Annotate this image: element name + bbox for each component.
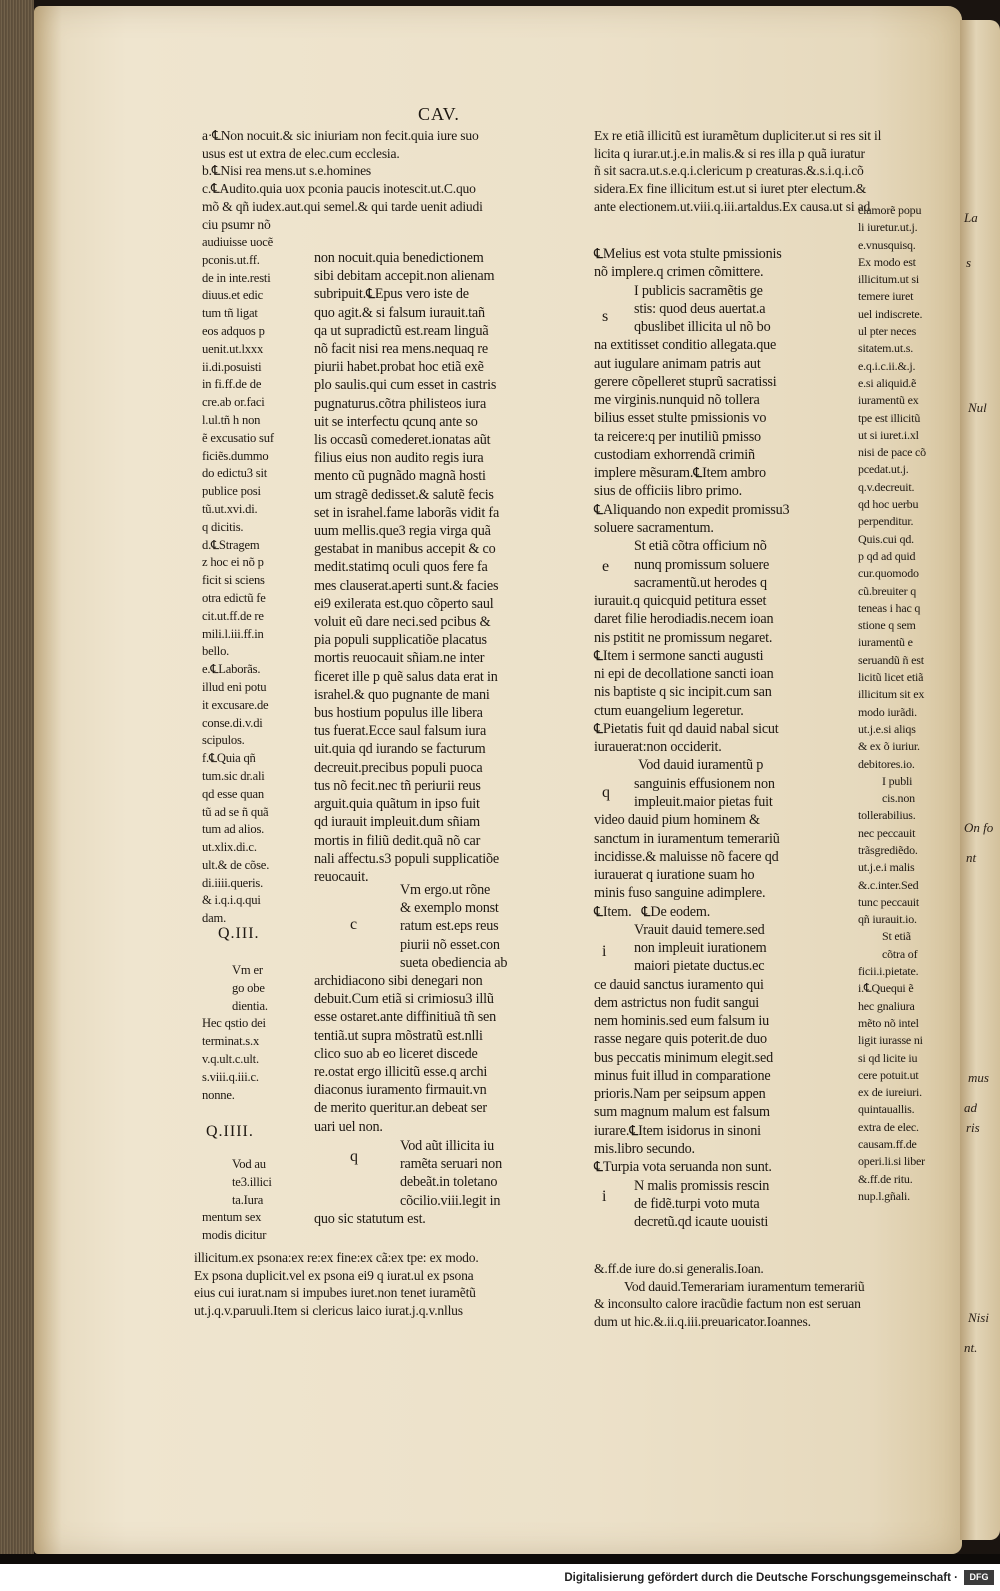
text-line: Ex re etiã illicitũ est iuramẽtum dupliciter.ut si res sit il — [594, 128, 882, 143]
question-three-heading: Q.III. — [218, 925, 260, 942]
gloss-line: pcedat.ut.j. — [858, 462, 909, 477]
gloss-line: illicitum.ut si — [858, 272, 920, 287]
gloss-line: it excusare.de — [202, 697, 269, 712]
text-line: esse ostaret.ante diffinitiuã tñ sen — [314, 1009, 497, 1026]
gloss-line: seruandũ ñ est — [858, 652, 924, 667]
text-line: sidera.Ex fine illicitum est.ut si iuret pter electum.& — [594, 181, 867, 197]
gloss-line: ut si iuret.i.xl — [858, 427, 919, 442]
drop-initial: q — [602, 784, 610, 801]
text-line: reuocauit. — [314, 868, 369, 885]
gloss-line: modo iurãdi. — [858, 704, 917, 719]
gloss-line: nisi de pace cõ — [858, 445, 926, 460]
gloss-line: ut.j.e.i malis — [858, 860, 915, 875]
drop-initial: e — [602, 558, 610, 575]
text-line: Vm ergo.ut rõne — [400, 882, 491, 898]
gloss-line: otra edictũ fe — [202, 590, 266, 605]
text-line: ta reicere:q per inutiliũ pmisso — [594, 428, 761, 445]
gloss-line: ii.di.posuisti — [202, 359, 262, 374]
gloss-line: l.ul.tñ h non — [202, 412, 261, 427]
text-line: ramẽta seruari non — [400, 1156, 502, 1173]
text-line: mortis reuocauit sñiam.ne inter — [314, 650, 485, 667]
gloss-line: stione q sem — [858, 618, 916, 633]
gloss-line: sitatem.ut.s. — [858, 341, 914, 356]
text-line: debuit.Cum etiã si crimiosu3 illũ — [314, 991, 494, 1008]
adjacent-page-text: mus — [968, 1070, 989, 1085]
text-line: uit.quia qd iurando se facturum — [314, 741, 486, 758]
gloss-line: qñ iurauit.io. — [858, 912, 917, 927]
text-line: Ex psona duplicit.vel ex psona ei9 q iurat.ul ex psona — [194, 1267, 474, 1283]
text-line: ante electionem.ut.viii.q.iii.artaldus.Ex causa.ut si ad — [594, 198, 871, 214]
text-line: illicitum.ex psona:ex re:ex fine:ex cã:ex tpe: ex modo. — [194, 1250, 479, 1265]
question-four-gloss — [202, 1156, 272, 1245]
gloss-line: p qd ad quid — [858, 548, 916, 563]
gloss-line: extra de elec. — [858, 1119, 919, 1134]
text-line: ut.j.q.v.paruuli.Item si clericus laico iurat.j.q.v.nllus — [194, 1303, 463, 1319]
text-line: uum mellis.que3 regia virga quã — [314, 523, 491, 540]
text-line: dum ut hic.&.ii.q.iii.preuaricator.Ioannes. — [594, 1314, 811, 1330]
text-line: N malis promissis rescin — [634, 1177, 770, 1194]
text-line: ℄Aliquando non expedit promissu3 — [594, 501, 790, 518]
column2-q3-text — [314, 881, 507, 1136]
gloss-line: tũ.ut.xvi.di. — [202, 501, 258, 516]
gloss-line: ut.j.e.si aliqs — [858, 721, 916, 736]
text-line: qbuslibet illicita ul nõ bo — [634, 319, 771, 336]
column3-main-text — [594, 245, 789, 1231]
gloss-line: tum ad alios. — [202, 822, 265, 837]
gloss-line: nup.l.gñali. — [858, 1188, 910, 1203]
gloss-line: cre.ab or.faci — [202, 395, 265, 410]
text-line: &.ff.de iure do.si generalis.Ioan. — [594, 1261, 764, 1276]
text-line: stis: quod deus auertat.a — [634, 300, 766, 317]
text-line: tus nõ fecit.nec tñ periurii reus — [314, 777, 481, 794]
gloss-line: ficit si sciens — [202, 573, 265, 588]
text-line: incidisse.& maluisse nõ facere qd — [594, 848, 779, 865]
text-line: sanctum in iuramentum temerariũ — [594, 830, 780, 847]
text-line: nali affectu.s3 populi supplicatiõe — [314, 850, 500, 867]
text-line: mortis in filiũ dedit.quã nõ car — [314, 832, 481, 849]
gloss-line: si qd licite iu — [858, 1050, 918, 1065]
question-four-heading: Q.IIII. — [206, 1123, 254, 1140]
column3-top-text — [594, 127, 881, 216]
gloss-line: modis dicitur — [202, 1228, 267, 1243]
adjacent-page-text: nt — [966, 850, 977, 865]
gloss-line: & ex õ iuriur. — [858, 739, 920, 754]
gloss-line: terminat.s.x — [202, 1034, 260, 1049]
gloss-line: cõtra of — [882, 946, 918, 961]
gloss-line: Ex modo est — [858, 254, 916, 269]
gloss-line: e.si aliquid.ẽ — [858, 375, 917, 390]
text-line: ctum euangelium legeretur. — [594, 702, 744, 719]
text-line: ℄Item i sermone sancti augusti — [594, 647, 764, 664]
text-line: na extitisset conditio allegata.que — [594, 337, 777, 354]
gloss-line: trãsgrediẽdo. — [858, 842, 918, 857]
text-line: ℄Turpia vota seruanda non sunt. — [594, 1159, 772, 1176]
question-three-gloss — [202, 962, 268, 1104]
text-line: a·℄Non nocuit.& sic iniuriam non fecit.quia iure suo — [202, 128, 479, 143]
text-line: sueta obediencia ab — [400, 954, 508, 971]
gloss-line: operi.li.si liber — [858, 1154, 925, 1169]
text-line: & exemplo monst — [400, 900, 499, 917]
gloss-line: mili.l.iii.ff.in — [202, 626, 264, 641]
gloss-line: eos adquos p — [202, 323, 265, 338]
gloss-line: q.v.decreuit. — [858, 479, 915, 494]
text-line: set in israhel.fame laborãs vidit fa — [314, 504, 500, 521]
text-line: iurauerat q iuratione suam ho — [594, 867, 755, 884]
text-line: ℄Melius est vota stulte pmissionis — [594, 246, 782, 262]
adjacent-page-text: La — [964, 210, 978, 225]
text-line: nõ facit nisi rea mens.nequaq re — [314, 341, 489, 358]
text-line: ficeret ille p quẽ salus data erat in — [314, 668, 498, 685]
gloss-line: bello. — [202, 644, 230, 659]
gloss-line: debitores.io. — [858, 756, 915, 771]
text-line: diaconus iuramento firmauit.vn — [314, 1082, 487, 1099]
text-line: iurauerat:non occiderit. — [594, 739, 722, 756]
gloss-line: &.c.inter.Sed — [858, 877, 919, 892]
text-line: mõ & qñ iudex.aut.qui semel.& qui tarde uenit adiudi — [202, 198, 483, 214]
text-line: nis pstitit ne promissum negaret. — [594, 629, 773, 646]
text-line: video dauid pium hominem & — [594, 812, 760, 829]
gloss-line: d.℄Stragem — [202, 537, 260, 552]
gloss-line: di.iiii.queris. — [202, 875, 264, 890]
text-line: ñ sit sacra.ut.s.e.q.i.clericum p creaturas.&.s.i.q.i.cõ — [594, 163, 864, 179]
text-line: sanguinis effusionem non — [634, 775, 775, 792]
gloss-line: St etiã — [882, 929, 911, 944]
column2-q4-text — [314, 1137, 502, 1228]
text-line: ℄Item. ℄De eodem. — [594, 903, 711, 920]
gloss-line: ta.Iura — [232, 1192, 264, 1207]
text-line: uit se interfectu qcunq ante so — [314, 413, 478, 430]
text-line: iurauit.q quicquid petitura esset — [594, 593, 767, 610]
text-line: non nocuit.quia benedictionem — [314, 250, 484, 266]
gloss-line: conse.di.v.di — [202, 715, 263, 730]
text-line: decretũ.qd icaute uouisti — [634, 1214, 769, 1231]
text-line: israhel.& quo pugnante de mani — [314, 686, 490, 703]
column2-main-text — [314, 249, 499, 886]
column2-q3-initial: c — [350, 916, 358, 933]
text-line: me virginis.nunquid nõ tollera — [594, 392, 760, 409]
text-line: subripuit.℄Epus vero iste de — [314, 286, 469, 303]
gloss-line: iuramentũ ex — [858, 393, 919, 408]
adjacent-page-text: On fo — [964, 820, 994, 835]
text-line: minis fuso sanguine adimplere. — [594, 885, 766, 902]
gloss-line: q dicitis. — [202, 519, 244, 534]
text-line: mento cũ pugnãdo magnã hosti — [314, 468, 486, 485]
gloss-line: cere potuit.ut — [858, 1067, 919, 1082]
digitization-credit: Digitalisierung gefördert durch die Deutsche Forschungsgemeinschaft · — [564, 1572, 958, 1584]
text-line: piurii habet.probat hoc etiã exẽ — [314, 359, 484, 376]
text-line: non impleuit iurationem — [634, 940, 767, 957]
gloss-line: audiuisse uocẽ — [202, 235, 273, 249]
text-line: re.ostat ergo illicitũ esse.q archi — [314, 1064, 488, 1081]
text-line: c.℄Audito.quia uox pconia paucis inotescit.ut.C.quo — [202, 181, 476, 197]
gloss-line: ẽ excusatio suf — [202, 430, 274, 445]
text-line: rasse negare quis poterit.de duo — [594, 1031, 767, 1048]
adjacent-page-text: Nisi — [968, 1310, 989, 1325]
gloss-line: qd esse quan — [202, 786, 264, 801]
gloss-line: ult.& de cõse. — [202, 857, 270, 872]
gloss-line: tum.sic dr.ali — [202, 768, 265, 783]
book-spine-edge — [0, 0, 34, 1560]
text-line: ce dauid sanctus iuramento qui — [594, 976, 764, 993]
adjacent-page-text: ad — [964, 1100, 977, 1115]
gloss-line: causam.ff.de — [858, 1137, 917, 1152]
gloss-line: v.q.ult.c.ult. — [202, 1051, 259, 1066]
text-line: impleuit.maior pietas fuit — [634, 793, 773, 810]
gloss-line: publice posi — [202, 484, 261, 499]
text-line: eius cui iurat.nam si impubes iuret.non tenet iuramẽtũ — [194, 1285, 476, 1301]
text-line: ratum est.eps reus — [400, 918, 499, 935]
text-line: de fidẽ.turpi voto muta — [634, 1195, 760, 1212]
text-line: lis occasũ comederet.ionatas aũt — [314, 432, 491, 449]
drop-initial: s — [602, 308, 609, 325]
gloss-line: tum tñ ligat — [202, 306, 258, 321]
gloss-line: tunc peccauit — [858, 894, 920, 909]
text-line: ciu psumr nõ — [202, 216, 271, 232]
gloss-line: clamorẽ popu — [858, 203, 922, 217]
text-line: nõ implere.q crimen cõmittere. — [594, 264, 764, 281]
gloss-line: go obe — [232, 980, 265, 995]
scan-bottom-strip — [0, 1554, 1000, 1564]
text-line: gestabat in manibus accepit & co — [314, 541, 496, 558]
text-line: qd iurauit impleuit.dum sñiam — [314, 814, 481, 831]
text-line: gerere cõpelleret stuprũ sacratissi — [594, 373, 777, 390]
text-line: quo agit.& si falsum iurauit.tañ — [314, 304, 485, 321]
text-line: quo sic statutum est. — [314, 1210, 426, 1227]
text-line: uari uel non. — [314, 1118, 383, 1135]
gloss-line: s.viii.q.iii.c. — [202, 1069, 259, 1084]
gloss-line: nec peccauit — [858, 825, 916, 840]
text-line: medit.statimq oculi quos fere fa — [314, 559, 488, 576]
text-line: mis.libro secundo. — [594, 1141, 695, 1158]
gloss-line: & i.q.i.q.qui — [202, 893, 261, 908]
gloss-line: ficii.i.pietate. — [858, 964, 919, 979]
text-line: Vrauit dauid temere.sed — [634, 921, 765, 938]
gloss-line: i.℄Quequi ẽ — [858, 981, 914, 996]
text-line: plo saulis.qui cum esset in castris — [314, 377, 497, 394]
adjacent-page-text: Nul — [968, 400, 987, 415]
gloss-line: li iuretur.ut.j. — [858, 220, 918, 235]
gloss-line: nonne. — [202, 1087, 235, 1102]
text-line: pia populi supplicatiõe placatus — [314, 632, 487, 649]
text-line: sacramentũ.ut herodes q — [634, 574, 767, 591]
text-line: I publicis sacramẽtis ge — [634, 282, 763, 299]
gloss-line: uel indiscrete. — [858, 306, 923, 321]
text-line: ℄Pietatis fuit qd dauid nabal sicut — [594, 720, 779, 737]
gloss-line: de in inte.resti — [202, 270, 271, 285]
text-line: bus peccatis minimum elegit.sed — [594, 1049, 773, 1066]
adjacent-page-edge — [960, 20, 1000, 1540]
gloss-line: tũ ad se ñ quã — [202, 804, 269, 819]
gloss-line: ul pter neces — [858, 324, 917, 339]
text-line: prioris.Nam per seipsum appen — [594, 1086, 766, 1103]
text-line: ni epi de decollatione sancti ioan — [594, 666, 774, 683]
text-line: b.℄Nisi rea mens.ut s.e.homines — [202, 163, 372, 179]
text-line: sibi debitam accepit.non alienam — [314, 268, 495, 285]
gloss-line: dam. — [202, 911, 227, 926]
gloss-line: diuus.et edic — [202, 288, 264, 303]
text-line: St etiã cõtra officium nõ — [634, 538, 767, 555]
text-line: nis baptiste q sic incipit.cum san — [594, 684, 772, 701]
gloss-line: e.q.i.c.ii.&.j. — [858, 358, 916, 373]
text-line: soluere sacramentum. — [594, 519, 714, 536]
gloss-line: tpe est illicitũ — [858, 410, 921, 425]
gloss-line: cis.non — [882, 791, 915, 806]
gloss-line: Quis.cui qd. — [858, 531, 914, 546]
gloss-line: e.℄Laborãs. — [202, 662, 261, 677]
gloss-line: Vm er — [232, 963, 263, 977]
gloss-line: Vod au — [232, 1157, 266, 1171]
text-line: clico suo ab eo liceret discede — [314, 1045, 478, 1062]
gloss-line: ficiẽs.dummo — [202, 448, 269, 463]
text-line: decreuit.precibus populi puoca — [314, 759, 483, 776]
gloss-line: e.vnusquisq. — [858, 237, 916, 252]
text-line: archidiacono sibi denegari non — [314, 973, 483, 990]
gloss-line: I publi — [882, 773, 913, 788]
text-line: usus est ut extra de elec.cum ecclesia. — [202, 145, 400, 161]
gloss-line: illud eni potu — [202, 679, 267, 694]
gloss-line: te3.illici — [232, 1174, 272, 1189]
gloss-line: illicitum sit ex — [858, 687, 925, 702]
gloss-line: quintauallis. — [858, 1102, 915, 1117]
text-line: um stragẽ dedisset.& salutẽ fecis — [314, 486, 494, 503]
text-line: custodiam exhorrendã crimiñ — [594, 446, 755, 463]
text-line: Vod dauid.Temerariam iuramentum temerariũ — [624, 1278, 865, 1294]
text-line: bilius esset stulte pmissionis vo — [594, 410, 767, 427]
drop-initial: i — [602, 1188, 607, 1205]
bottom-right-gloss — [594, 1260, 864, 1331]
gloss-line: &.ff.de ritu. — [858, 1171, 913, 1186]
text-line: debeãt.in toletano — [400, 1174, 498, 1191]
text-line: Vod dauid iuramentũ p — [638, 757, 764, 774]
gloss-line: temere iuret — [858, 289, 914, 304]
text-line: nunq promissum soluere — [634, 556, 770, 573]
column1-gloss-text — [202, 234, 274, 928]
gloss-line: qd hoc uerbu — [858, 497, 919, 512]
gloss-line: pconis.ut.ff. — [202, 252, 260, 267]
gloss-line: Hec qstio dei — [202, 1016, 266, 1031]
gloss-line: ligit iurasse ni — [858, 1033, 923, 1048]
text-line: sius de officiis libro primo. — [594, 483, 743, 500]
gloss-line: iuramentũ e — [858, 635, 913, 650]
text-line: iurare.℄Item isidorus in sinoni — [594, 1122, 761, 1139]
gloss-line: in fi.ff.de de — [202, 377, 262, 392]
text-line: minus fuit illud in comparatione — [594, 1067, 771, 1084]
text-line: piurii nõ esset.con — [400, 936, 500, 953]
gloss-line: cit.ut.ff.de re — [202, 608, 264, 623]
text-line: tus fuerat.Ecce saul falsum iura — [314, 723, 487, 740]
text-line: voluit eũ dare neci.sed pcibus & — [314, 614, 491, 631]
gloss-line: scipulos. — [202, 733, 245, 748]
text-line: implere mẽsuram.℄Item ambro — [594, 465, 766, 482]
gloss-line: ex de iureiuri. — [858, 1085, 922, 1100]
gloss-line: hec gnaliura — [858, 998, 915, 1013]
running-head: CAV. — [418, 104, 460, 124]
text-line: cõcilio.viii.legit in — [400, 1192, 501, 1209]
text-line: arguit.quia quãtum in ipso fuit — [314, 796, 480, 813]
text-line: nem hominis.sed eum falsum iu — [594, 1013, 770, 1030]
gloss-line: teneas i hac q — [858, 600, 921, 615]
gloss-line: licitũ licet etiã — [858, 670, 924, 685]
column1-top-text — [202, 127, 483, 233]
column4-gloss-text — [858, 202, 926, 1205]
text-line: & inconsulto calore iracũdie factum non est seruan — [594, 1296, 861, 1312]
text-line: licita q iurar.ut.j.e.in malis.& si res illa p quã iuratur — [594, 145, 865, 161]
text-line: dem astrictus non fudit sangui — [594, 994, 760, 1011]
gloss-line: f.℄Quia qñ — [202, 751, 256, 766]
gloss-line: tollerabilius. — [858, 808, 916, 823]
gloss-line: cũ.breuiter q — [858, 583, 917, 598]
gloss-line: dientia. — [232, 998, 268, 1013]
text-line: qa ut supradictũ est.ream linguã — [314, 322, 489, 339]
text-line: ei9 exilerata est.quo cõperto saul — [314, 595, 494, 612]
gloss-line: do edictu3 sit — [202, 466, 268, 481]
text-line: pugnaturus.cõtra philisteos iura — [314, 395, 487, 412]
text-line: Vod aũt illicita iu — [400, 1138, 495, 1154]
text-line: bus hostium populus ille libera — [314, 705, 483, 722]
adjacent-page-text: ris — [966, 1120, 980, 1135]
text-line: sum magnum malum est falsum — [594, 1104, 770, 1121]
text-line: daret filie herodiadis.necem ioan — [594, 611, 774, 628]
gloss-line: cur.quomodo — [858, 566, 919, 581]
text-line: de merito queritur.an debeat ser — [314, 1100, 487, 1117]
drop-initial: i — [602, 943, 607, 960]
text-line: tentiã.ut supra mõstratũ est.nlli — [314, 1027, 483, 1044]
text-line: maiori pietate ductus.ec — [634, 958, 765, 975]
adjacent-page-text: s — [966, 255, 972, 270]
text-line: aut iugulare animam patris aut — [594, 355, 761, 372]
text-line: filius eius non audito regis iura — [314, 450, 484, 467]
bottom-left-gloss — [194, 1249, 479, 1320]
gloss-line: perpenditur. — [858, 514, 914, 529]
gloss-line: mentum sex — [202, 1210, 262, 1225]
gloss-line: ut.xlix.di.c. — [202, 840, 257, 855]
gloss-line: mẽto nõ intel — [858, 1015, 919, 1030]
column2-q4-initial: q — [350, 1148, 358, 1165]
text-line: mes clauserat.aperti sunt.& facies — [314, 577, 499, 594]
gloss-line: z hoc ei nõ p — [202, 555, 264, 570]
dfg-logo: DFG — [964, 1570, 994, 1585]
adjacent-page-text: nt. — [964, 1340, 978, 1355]
gloss-line: uenit.ut.lxxx — [202, 341, 264, 356]
